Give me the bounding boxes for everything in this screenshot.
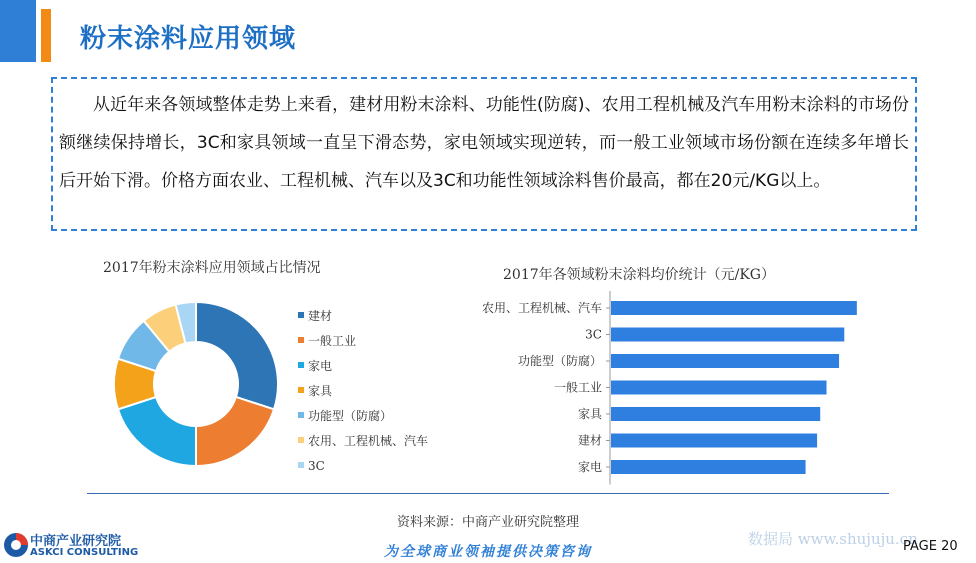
legend-swatch-5 [298,437,304,443]
bar-chart [460,285,880,495]
header-accent-blue [0,0,36,62]
legend-swatch-0 [298,312,304,318]
bar-chart-title: 2017年各领域粉末涂料均价统计（元/KG） [503,267,775,283]
source-note: 资料来源：中商产业研究院整理 [396,515,579,530]
header-accent-orange [41,9,51,62]
legend-label-3: 家具 [308,384,333,398]
bar-label-2: 功能型（防腐） [517,354,602,368]
legend-label-5: 农用、工程机械、汽车 [308,434,429,448]
bar-label-0: 农用、工程机械、汽车 [481,301,602,315]
bar-label-4: 家具 [577,407,602,421]
watermark: 数据局 www.shujuju.cn [748,530,918,548]
legend-label-4: 功能型（防腐） [308,409,393,423]
logo-text-cn: 中商产业研究院 [30,534,122,549]
bar-0 [611,301,857,315]
pie-slice-0 [196,302,278,409]
bar-1 [611,328,844,342]
bar-label-1: 3C [585,327,602,342]
legend-swatch-3 [298,387,304,393]
logo-text-en: ASKCI CONSULTING [30,547,139,558]
legend-swatch-1 [298,337,304,343]
bar-label-5: 建材 [577,433,602,448]
legend-label-0: 建材 [308,309,333,323]
bar-4 [611,407,820,421]
legend-label-1: 一般工业 [308,334,357,348]
legend-swatch-2 [298,362,304,368]
pie-slice-1 [196,397,274,466]
legend-swatch-6 [298,462,304,468]
page-title: 粉末涂料应用领域 [80,24,297,54]
bar-label-6: 家电 [577,460,602,474]
pie-chart-title: 2017年粉末涂料应用领域占比情况 [103,260,321,276]
legend-label-2: 家电 [308,359,333,373]
summary-text: 从近年来各领域整体走势上来看，建材用粉末涂料、功能性(防腐)、农用工程机械及汽车用粉末涂料的市场份额继续保持增长，3C和家具领域一直呈下滑态势，家电领域实现逆转，而一般工业领域市场份额在连续多年增长后开始下滑。价格方面农业、工程机械、汽车以及3C和功能性领域涂料售价最高，都在20元/KG以上。 [59,95,909,191]
bar-label-3: 一般工业 [553,380,602,395]
bar-2 [611,354,839,368]
legend-swatch-4 [298,412,304,418]
bar-5 [611,434,817,448]
pie-chart [0,265,480,495]
legend-label-6: 3C [308,459,325,473]
bar-6 [611,460,806,474]
page-number: PAGE 20 [903,539,958,554]
bar-3 [611,381,827,395]
footer-divider [87,493,889,494]
pie-slice-2 [118,397,196,466]
slogan: 为全球商业领袖提供决策咨询 [384,544,592,560]
